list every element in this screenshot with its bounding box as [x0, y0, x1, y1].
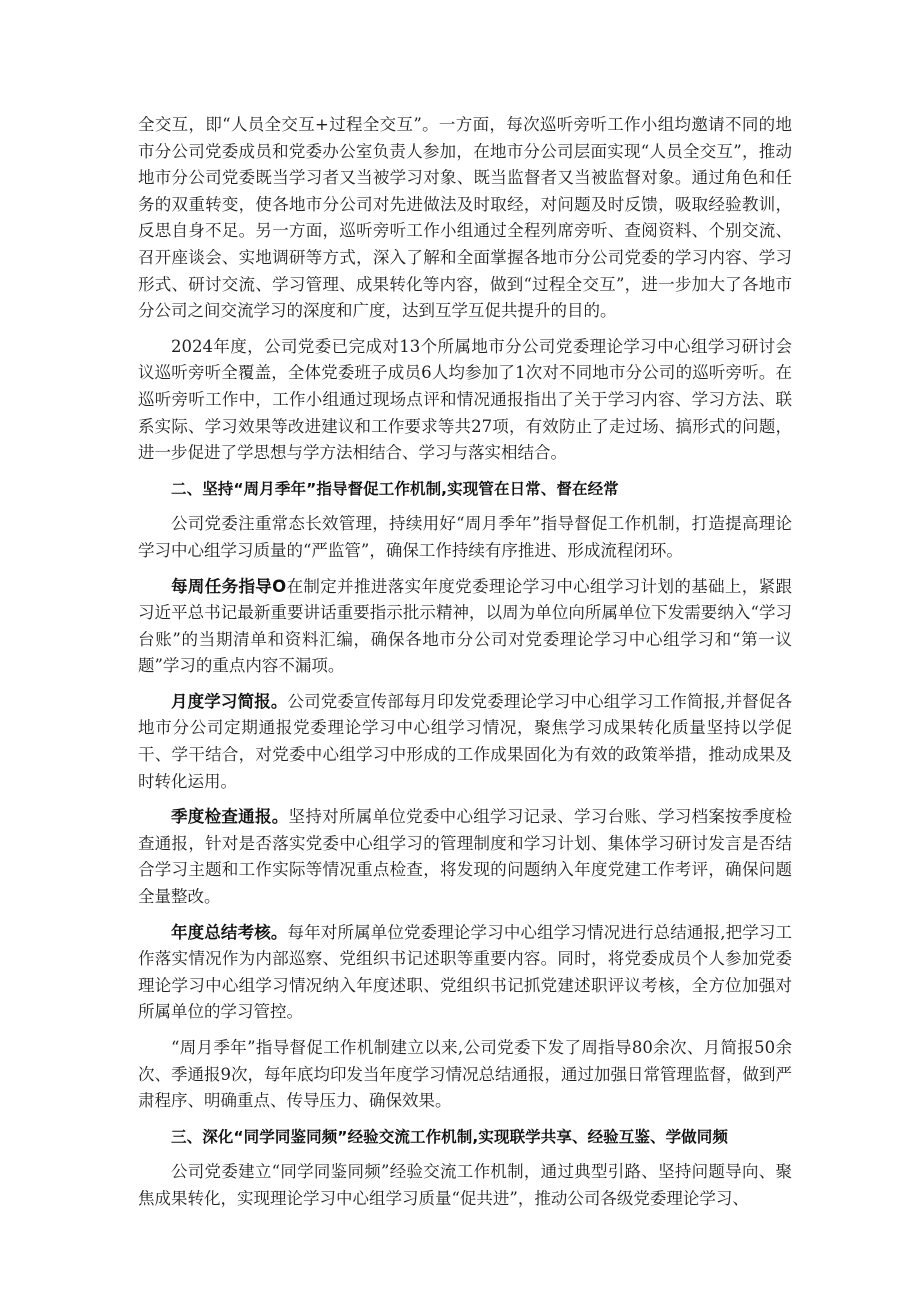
paragraph-annual-review — [138, 920, 792, 1026]
document-page — [138, 112, 792, 1222]
paragraph-exchange-intro: 公司党委建立“同学同鉴同频”经验交流工作机制，通过典型引路、坚持问题导向、聚焦成果转化，实现理论学习中心组学习质量“促共进”，推动公司各级党委理论学习、 — [138, 1162, 792, 1208]
weekly-guidance-lead: 每周任务指导O — [171, 576, 287, 596]
quarterly-check-lead: 季度检查通报。 — [171, 807, 289, 827]
paragraph-monthly-brief — [138, 689, 792, 795]
annual-review-text: 每年对所属单位党委理论学习中心组学习情况进行总结通报,把学习工作落实情况作为内部巡察、党组织书记述职等重要内容。同时，将党委成员个人参加党委理论学习中心组学习情况纳入年度述职、党组织书记抓党建述职评议考核，全方位加强对所属单位的学习管控。 — [138, 922, 793, 1022]
paragraph-mechanism-results: “周月季年”指导督促工作机制建立以来,公司党委下发了周指导80余次、月简报50余次、季通报9次，每年底均印发当年度学习情况总结通报，通过加强日常管理监督，做到严肃程序、明确重点、传导压力、确保效果。 — [138, 1038, 792, 1111]
paragraph-weekly-guidance — [138, 574, 792, 680]
section-heading-3: 三、深化“同学同鉴同频”经验交流工作机制,实现联学共享、经验互鉴、学做同频 — [171, 1127, 728, 1146]
weekly-guidance-text: 在制定并推进落实年度党委理论学习中心组学习计划的基础上，紧跟习近平总书记最新重要讲话重要指示批示精神，以周为单位向所属单位下发需要纳入“学习台账”的当期清单和资料汇编，确保各地市分公司对党委理论学习中心组学习和“第一议题”学习的重点内容不漏项。 — [138, 576, 793, 676]
section-heading-2: 二、坚持“周月季年”指导督促工作机制,实现管在日常、督在经常 — [171, 479, 619, 498]
annual-review-lead: 年度总结考核。 — [171, 922, 288, 942]
paragraph-quarterly-check — [138, 804, 792, 910]
paragraph-supervision-intro: 公司党委注重常态长效管理，持续用好“周月季年”指导督促工作机制，打造提高理论学习中心组学习质量的“严监管”，确保工作持续有序推进、形成流程闭环。 — [138, 514, 792, 560]
quarterly-check-text: 坚持对所属单位党委中心组学习记录、学习台账、学习档案按季度检查通报，针对是否落实党委中心组学习的管理制度和学习计划、集体学习研讨发言是否结合学习主题和工作实际等情况重点检查，将发现的问题纳入年度党建工作考评，确保问题全量整改。 — [138, 807, 793, 907]
paragraph-2024-summary: 2024年度，公司党委已完成对13个所属地市分公司党委理论学习中心组学习研讨会议巡听旁听全覆盖，全体党委班子成员6人均参加了1次对不同地市分公司的巡听旁听。在巡听旁听工作中，工作小组通过现场点评和情况通报指出了关于学习内容、学习方法、联系实际、学习效果等改进建议和工作要求等共27项，有效防止了走过场、搞形式的问题，进一步促进了学思想与学方法相结合、学习与落实相结合。 — [138, 336, 792, 463]
monthly-brief-lead: 月度学习简报。 — [171, 691, 288, 711]
paragraph-interaction: 全交互，即“人员全交互+过程全交互”。一方面，每次巡听旁听工作小组均邀请不同的地市分公司党委成员和党委办公室负责人参加，在地市分公司层面实现“人员全交互”，推动地市分公司党委既当学习者又当被学习对象、既当监督者又当被监督对象。通过角色和任务的双重转变，使各地市分公司对先进做法及时取经，对问题及时反馈，吸取经验教训，反思自身不足。另一方面，巡听旁听工作小组通过全程列席旁听、查阅资料、个别交流、召开座谈会、实地调研等方式，深入了解和全面掌握各地市分公司党委的学习内容、学习形式、研讨交流、学习管理、成果转化等内容，做到“过程全交互”，进一步加大了各地市分公司之间交流学习的深度和广度，达到互学互促共提升的目的。 — [138, 115, 792, 321]
monthly-brief-text: 公司党委宣传部每月印发党委理论学习中心组学习工作简报,并督促各地市分公司定期通报党委理论学习中心组学习情况，聚焦学习成果转化质量坚持以学促干、学干结合，对党委中心组学习中形成的工作成果固化为有效的政策举措，推动成果及时转化运用。 — [138, 691, 793, 791]
